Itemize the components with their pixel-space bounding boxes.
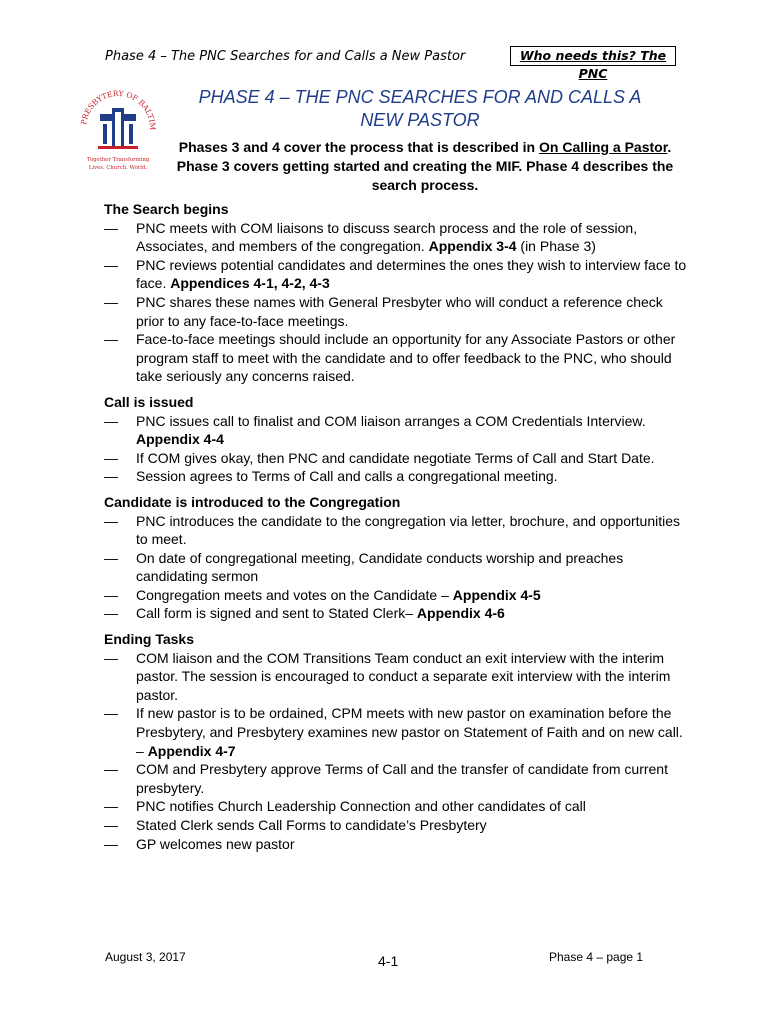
dash-bullet-icon: — [104,512,118,529]
logo-tagline-1: Together Transforming [86,157,150,163]
bullet-list [104,412,694,486]
dash-bullet-icon: — [104,835,118,852]
dash-bullet-icon: — [104,761,118,778]
list-item [104,704,694,760]
dash-bullet-icon: — [104,817,118,833]
appendix-reference: Appendix 4-7 [147,742,236,759]
section-heading: Ending Tasks [104,631,194,648]
footer-date: August 3, 2017 [105,950,186,964]
section [104,393,694,486]
item-text: Face-to-face meetings should include an opportunity for any Associate Pastors or other program staff to meet with the candidate and to offer feedback to the PNC, who should take seriously any concerns raised. [136,331,676,385]
list-item [104,512,694,549]
appendix-reference: Appendix 4-5 [452,586,541,603]
item-text: PNC shares these names with General Presbyter who will conduct a reference check prior to any face-to-face meetings. [136,293,663,329]
dash-bullet-icon: — [104,705,118,722]
list-item [104,219,694,256]
item-tail: (in Phase 3) [516,238,596,255]
bullet-list [104,219,694,386]
page-title: PHASE 4 – THE PNC SEARCHES FOR AND CALLS A NEW PASTOR [198,87,642,130]
appendix-reference: Appendices 4-1, 4-2, 4-3 [170,275,330,292]
list-item [104,467,694,486]
section-heading: Call is issued [104,393,194,410]
item-text: PNC issues call to finalist and COM liaison arranges a COM Credentials Interview. [136,412,646,429]
list-item [104,256,694,293]
item-text: Stated Clerk sends Call Forms to candidate’s Presbytery [136,817,487,833]
item-text: PNC introduces the candidate to the congregation via letter, brochure, and opportunities to meet. [136,512,681,548]
document-body [104,200,694,860]
list-item [104,549,694,586]
dash-bullet-icon: — [104,331,118,348]
appendix-reference: Appendix 4-4 [136,431,224,448]
dash-bullet-icon: — [104,649,118,666]
list-item [104,835,694,854]
dash-bullet-icon: — [104,293,118,310]
dash-bullet-icon: — [104,412,118,429]
bullet-list [104,649,694,854]
dash-bullet-icon: — [104,798,118,815]
item-text: PNC notifies Church Leadership Connection and other candidates of call [136,798,586,815]
dash-bullet-icon: — [104,468,118,485]
list-item [104,449,694,468]
section-heading: The Search begins [104,201,229,217]
item-text: On date of congregational meeting, Candidate conducts worship and preaches candidating sermon [136,549,624,585]
section-heading: Candidate is introduced to the Congregation [104,493,401,510]
item-text: If new pastor is to be ordained, CPM meets with new pastor on examination before the Presbytery, and Presbytery examines new pastor on Statement of Faith and on new call. – [136,705,683,759]
dash-bullet-icon: — [104,256,118,273]
list-item [104,649,694,705]
presbytery-logo [76,84,160,178]
list-item [104,293,694,330]
header-audience: Who needs this? The PNC [510,46,676,66]
item-text: Call form is signed and sent to Stated Clerk– [136,605,417,622]
dash-bullet-icon: — [104,449,118,466]
item-text: PNC reviews potential candidates and determines the ones they wish to interview face to face. [136,256,687,292]
item-text: COM and Presbytery approve Terms of Call and the transfer of candidate from current presbytery. [136,761,668,796]
list-item [104,816,694,835]
bullet-list [104,512,694,624]
item-text: PNC meets with COM liaisons to discuss search process and the role of session, Associates, and members of the congregation. [136,219,638,255]
section [104,493,694,623]
logo-tagline-2: Lives. Church. World. [88,165,148,171]
item-text: COM liaison and the COM Transitions Team conduct an exit interview with the interim pastor. The session is encouraged to conduct a separate exit interview with the interim pastor. [136,649,671,703]
intro-pre: Phases 3 and 4 cover the process that is described in [178,139,539,155]
section [104,630,694,853]
list-item [104,586,694,605]
item-text: Session agrees to Terms of Call and calls a congregational meeting. [136,468,558,485]
on-calling-a-pastor-link[interactable]: On Calling a Pastor [539,139,668,155]
list-item [104,412,694,449]
item-text: If COM gives okay, then PNC and candidate negotiate Terms of Call and Start Date. [136,449,655,466]
dash-bullet-icon: — [104,586,118,603]
list-item [104,760,694,797]
dash-bullet-icon: — [104,219,118,236]
list-item [104,330,694,386]
intro-paragraph [170,138,680,195]
section [104,200,694,386]
dash-bullet-icon: — [104,549,118,566]
footer-page: Phase 4 – page 1 [549,950,644,964]
dash-bullet-icon: — [104,605,118,622]
logo-arc-text: PRESBYTERY OF BALTIM [79,88,158,131]
appendix-reference: Appendix 4-6 [416,605,505,622]
item-text: Congregation meets and votes on the Candidate – [136,586,453,603]
intro-post: . Phase 3 covers getting started and creating the MIF. Phase 4 describes the search process. [176,139,674,193]
list-item [104,604,694,623]
list-item [104,797,694,816]
item-text: GP welcomes new pastor [136,835,295,852]
footer-number: 4-1 [378,953,399,969]
header-title: Phase 4 – The PNC Searches for and Calls a New Pastor [105,49,466,64]
appendix-reference: Appendix 3-4 [428,238,517,255]
